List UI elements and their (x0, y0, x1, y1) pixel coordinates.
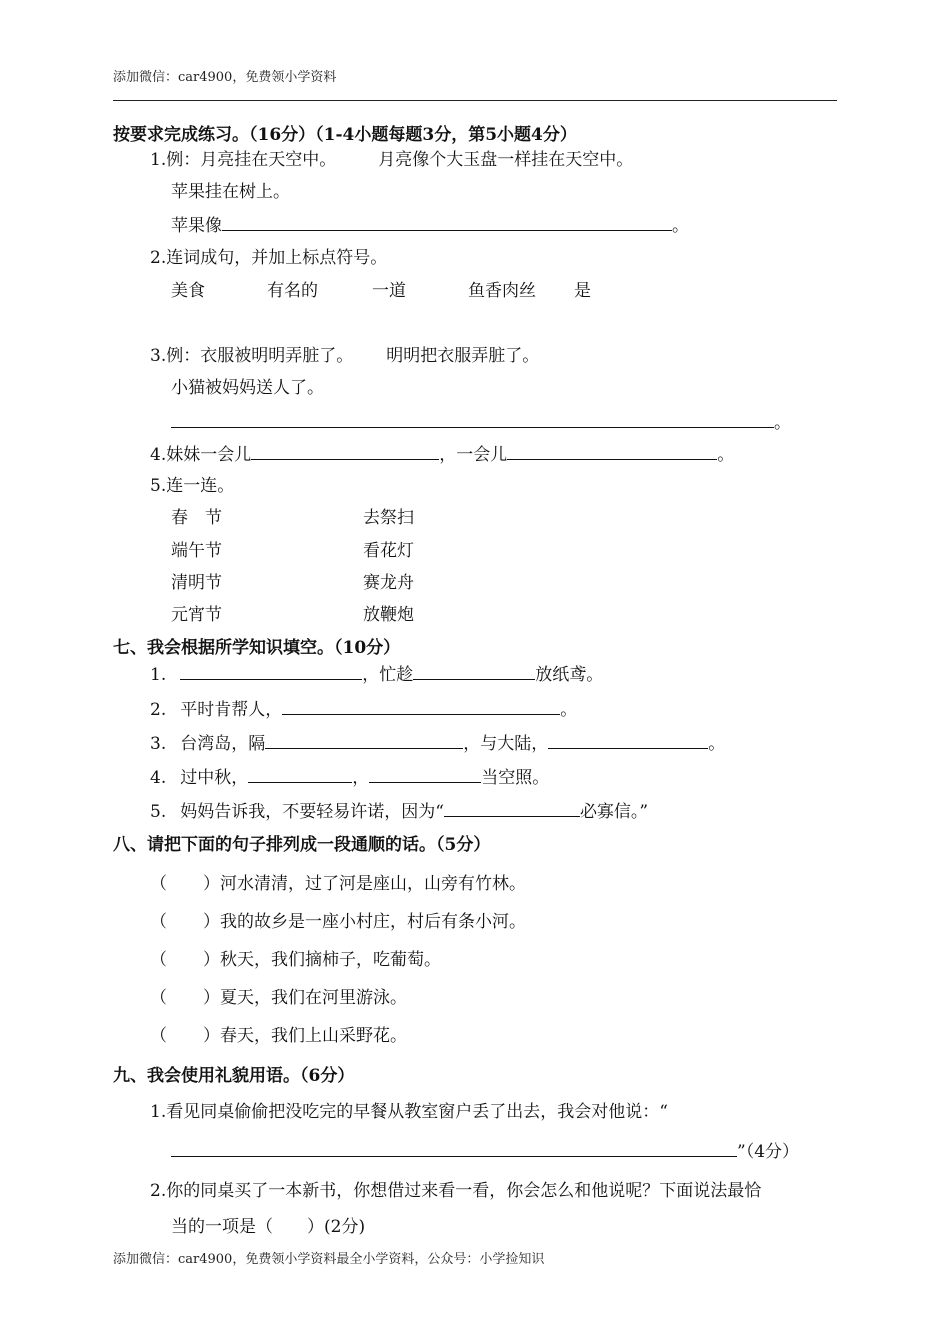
s7-i1-blank-1[interactable] (180, 663, 362, 680)
s8-row-5-text: ）春天，我们上山采野花。 (203, 1026, 407, 1046)
s7-item-5 (150, 800, 648, 823)
s7-i1-end: 放纸鸢。 (535, 665, 604, 685)
s7-i3-num: 3. (150, 734, 167, 754)
header-rule (113, 100, 837, 101)
s7-i3-mid: ，与大陆， (463, 734, 549, 754)
s7-i1-num: 1. (150, 665, 167, 685)
s6-q5-left-1[interactable]: 春 节 (171, 508, 222, 528)
s6-q2-word-3: 一道 (372, 281, 406, 301)
s7-i5-end: 必寡信。” (579, 802, 649, 822)
s6-q1-blank[interactable] (222, 214, 672, 231)
s7-i5-blank[interactable] (444, 800, 580, 817)
s6-q5-right-4[interactable]: 放鞭炮 (363, 605, 414, 625)
s6-q3-blank[interactable] (171, 411, 774, 428)
s9-q1-text: 1.看见同桌偷偷把没吃完的早餐从教室窗户丢了出去，我会对他说：“ (150, 1102, 668, 1122)
s6-q4-blank-2[interactable] (507, 443, 717, 460)
s9-q1-end: ”（4分） (737, 1142, 800, 1162)
page-header: 添加微信：car4900，免费领小学资料 (113, 70, 337, 85)
s6-q2-text: 2.连词成句，并加上标点符号。 (150, 248, 388, 268)
s8-row-5[interactable] (150, 1025, 407, 1047)
s9-q2-line-1: 2.你的同桌买了一本新书，你想借过来看一看，你会怎么和他说呢？下面说法最恰 (150, 1181, 762, 1201)
s6-q5-left-4[interactable]: 元宵节 (171, 605, 222, 625)
s6-q1-a: 1.例：月亮挂在天空中。 (150, 150, 337, 170)
s6-q1-b: 月亮像个大玉盘一样挂在天空中。 (378, 150, 634, 170)
s7-item-3 (150, 732, 725, 755)
s6-q1-answer-line (171, 214, 689, 237)
s8-row-4-text: ）夏天，我们在河里游泳。 (203, 988, 407, 1008)
s8-row-3-text: ）秋天，我们摘柿子，吃葡萄。 (203, 950, 441, 970)
s7-item-2 (150, 698, 577, 721)
s7-i4-blank-2[interactable] (369, 766, 481, 783)
s8-row-3[interactable] (150, 949, 441, 971)
s7-i5-num: 5. (150, 802, 167, 822)
s7-i2-num: 2. (150, 700, 167, 720)
s6-q4-blank-1[interactable] (251, 443, 439, 460)
s6-q4-end: 。 (717, 445, 735, 465)
s6-q5-right-2[interactable]: 看花灯 (363, 541, 414, 561)
s7-i4-num: 4. (150, 768, 167, 788)
s7-i1-blank-2[interactable] (413, 663, 535, 680)
s7-i1-mid: ，忙趁 (362, 665, 414, 685)
section-8-title: 八、请把下面的句子排列成一段通顺的话。（5分） (113, 835, 491, 855)
s6-q2-word-4: 鱼香肉丝 (468, 281, 536, 301)
s8-row-2-open: （ (150, 912, 167, 932)
s6-q3-example (150, 345, 539, 367)
s6-q2-word-1: 美食 (171, 281, 205, 301)
s6-q5-left-2[interactable]: 端午节 (171, 541, 222, 561)
s7-i3-blank-2[interactable] (548, 732, 708, 749)
s9-q1-blank[interactable] (171, 1140, 737, 1157)
s7-i4-mid: ， (352, 768, 370, 788)
s8-row-4[interactable] (150, 987, 407, 1009)
s6-q5-title: 5.连一连。 (150, 476, 235, 496)
s7-item-4 (150, 766, 549, 789)
s8-row-1-open: （ (150, 874, 167, 894)
s6-q4-mid: ，一会儿 (439, 445, 508, 465)
s6-q3-b: 明明把衣服弄脏了。 (386, 346, 540, 366)
section-9-title: 九、我会使用礼貌用语。（6分） (113, 1066, 355, 1086)
s6-q1-prefix: 苹果像 (171, 216, 222, 236)
s6-q2-word-2: 有名的 (267, 281, 318, 301)
s6-q3-end: 。 (774, 413, 791, 433)
section-7-title: 七、我会根据所学知识填空。（10分） (113, 638, 401, 658)
s6-q4-a: 4.妹妹一会儿 (150, 445, 252, 465)
s7-item-1 (150, 663, 603, 686)
s6-q1-given: 苹果挂在树上。 (171, 182, 290, 202)
s6-q1-example (150, 149, 633, 171)
s6-q5-right-3[interactable]: 赛龙舟 (363, 573, 414, 593)
s7-i3-blank-1[interactable] (265, 732, 463, 749)
s8-row-2-text: ）我的故乡是一座小村庄，村后有条小河。 (203, 912, 526, 932)
s9-q1-answer-line (171, 1140, 799, 1163)
s7-i4-a: 过中秋， (180, 768, 249, 788)
s6-q1-end: 。 (672, 216, 689, 236)
s7-i5-a: 妈妈告诉我，不要轻易许诺，因为“ (180, 802, 444, 822)
s9-q2-line-2: 当的一项是（ ）(2分) (171, 1217, 366, 1237)
s8-row-2[interactable] (150, 911, 526, 933)
s7-i3-a: 台湾岛，隔 (180, 734, 266, 754)
s7-i2-blank[interactable] (282, 698, 560, 715)
s6-q3-a: 3.例：衣服被明明弄脏了。 (150, 346, 354, 366)
s8-row-1[interactable] (150, 873, 526, 895)
s6-q3-given: 小猫被妈妈送人了。 (171, 378, 324, 398)
s6-q2-word-5: 是 (574, 281, 591, 301)
s7-i4-blank-1[interactable] (248, 766, 352, 783)
s7-i2-end: 。 (560, 700, 578, 720)
s6-q5-left-3[interactable]: 清明节 (171, 573, 222, 593)
s6-q3-answer-line (171, 411, 791, 434)
s6-q4-line (150, 443, 734, 466)
s8-row-3-open: （ (150, 950, 167, 970)
s7-i4-end: 当空照。 (481, 768, 550, 788)
s7-i2-a: 平时肯帮人， (180, 700, 283, 720)
s6-q5-right-1[interactable]: 去祭扫 (363, 508, 414, 528)
section-6-title: 按要求完成练习。（16分）（1-4小题每题3分，第5小题4分） (113, 125, 577, 145)
s7-i3-end: 。 (708, 734, 726, 754)
page-footer: 添加微信：car4900，免费领小学资料最全小学资料，公众号：小学捡知识 (113, 1252, 545, 1267)
s8-row-5-open: （ (150, 1026, 167, 1046)
s8-row-4-open: （ (150, 988, 167, 1008)
s8-row-1-text: ）河水清清，过了河是座山，山旁有竹林。 (203, 874, 526, 894)
